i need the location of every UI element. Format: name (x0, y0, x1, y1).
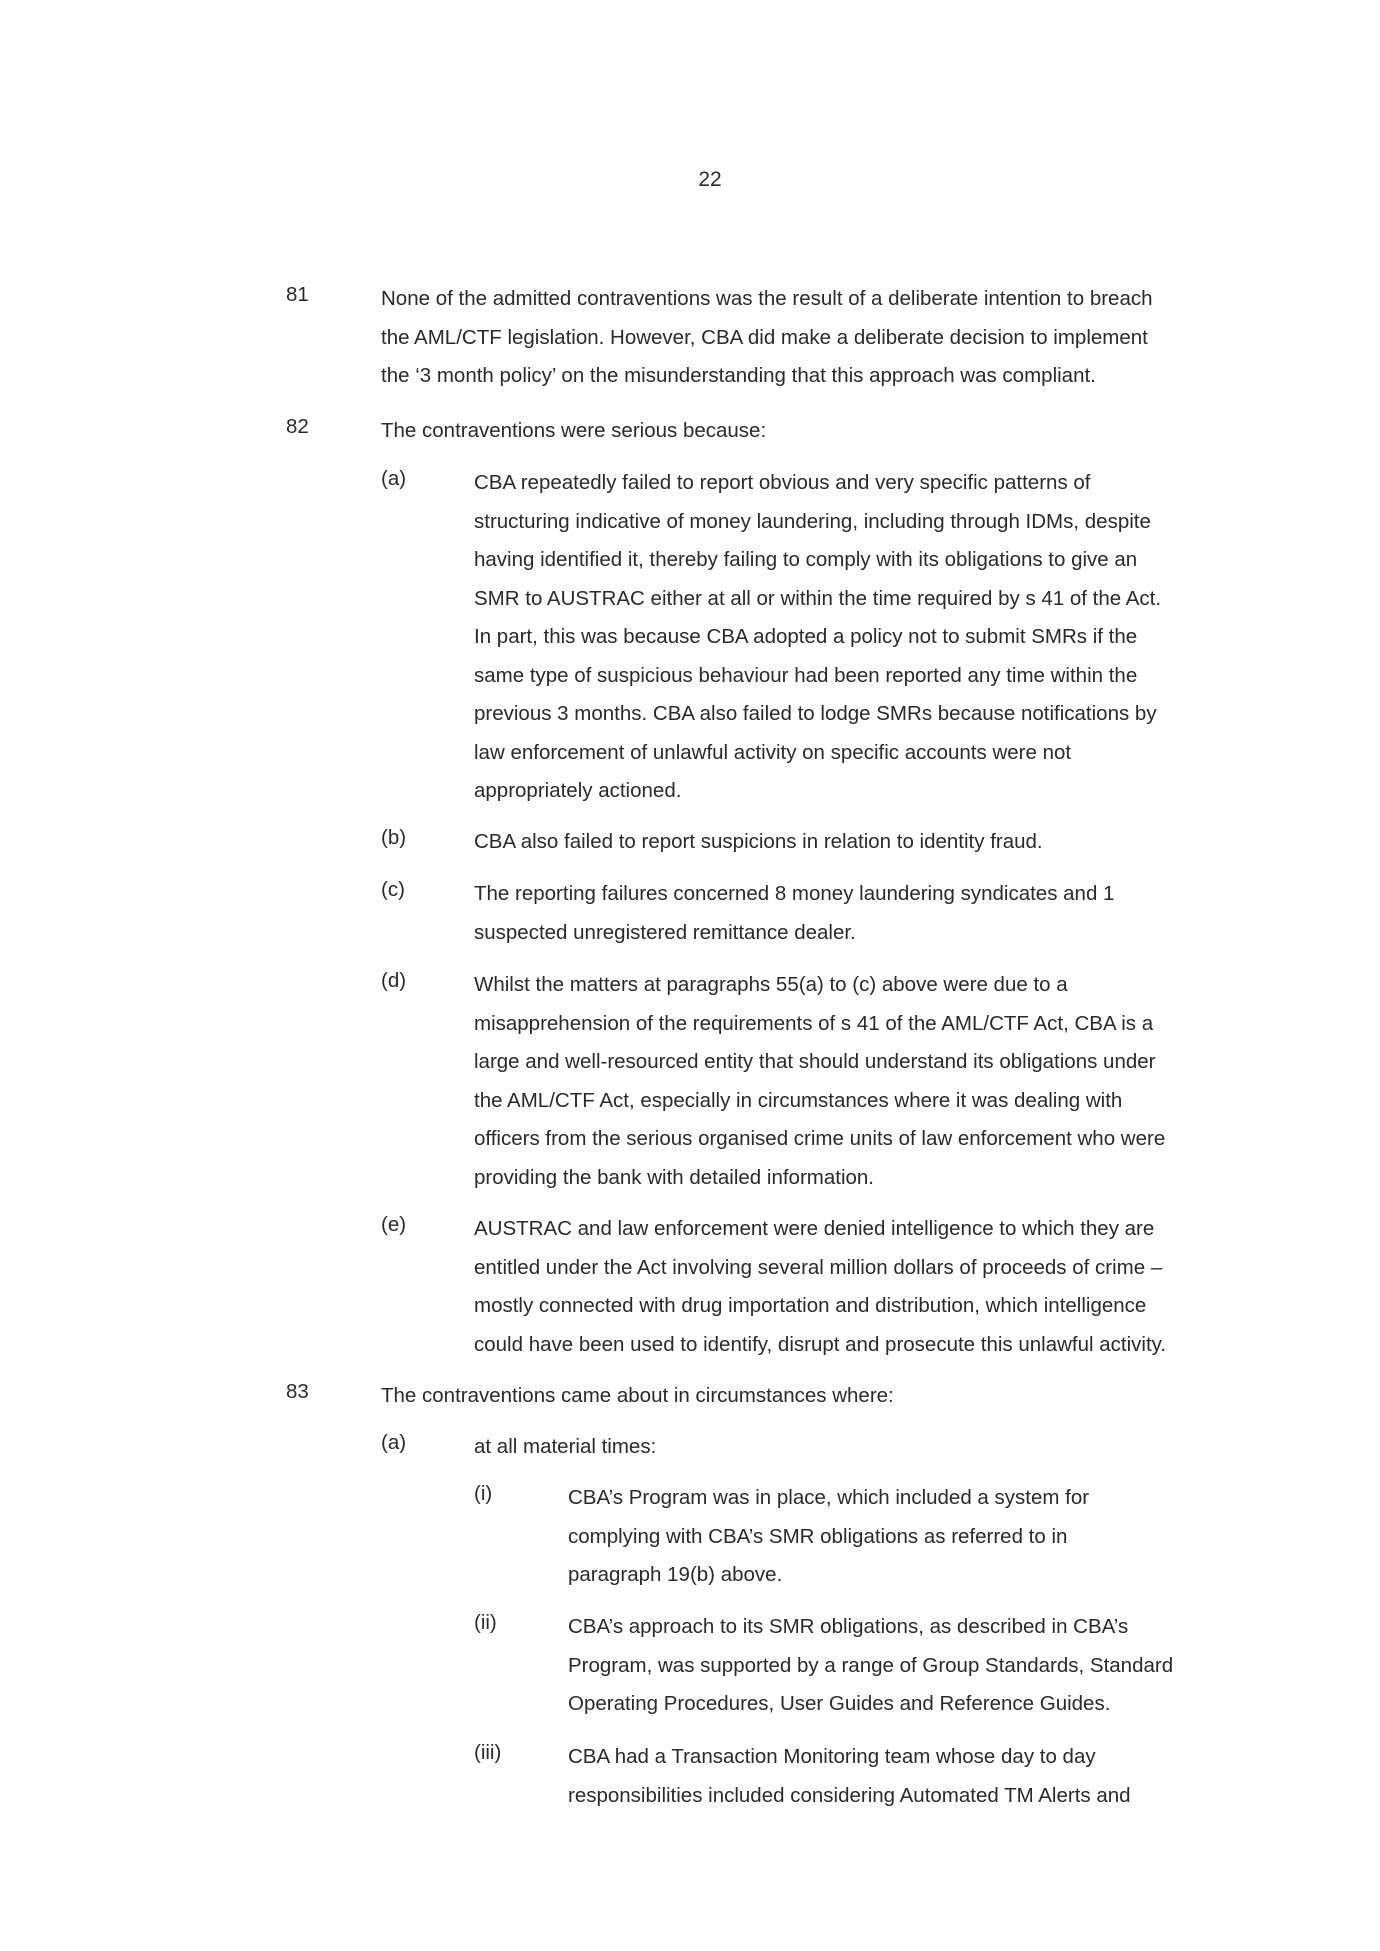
paragraph-83-text (381, 1377, 894, 1416)
text-line: the AML/CTF Act, especially in circumstances where it was dealing with (474, 1088, 1123, 1112)
subitem-83a-ii-label: (ii) (474, 1611, 497, 1634)
item-82b-label: (b) (381, 826, 407, 849)
text-line: providing the bank with detailed information. (474, 1165, 874, 1189)
item-82a-label: (a) (381, 467, 407, 490)
text-line: officers from the serious organised crime units of law enforcement who were (474, 1127, 1166, 1150)
text-line: CBA also failed to report suspicions in relation to identity fraud. (474, 830, 1043, 853)
item-82a-text (474, 464, 1161, 811)
paragraph-82-text (381, 412, 766, 451)
text-line: Operating Procedures, User Guides and Reference Guides. (568, 1692, 1111, 1715)
text-line: The reporting failures concerned 8 money laundering syndicates and 1 (474, 882, 1115, 905)
text-line: previous 3 months. CBA also failed to lodge SMRs because notifications by (474, 702, 1157, 725)
text-line: In part, this was because CBA adopted a policy not to submit SMRs if the (474, 625, 1138, 648)
subitem-83a-iii-label: (iii) (474, 1741, 502, 1764)
item-83a-text (474, 1428, 656, 1467)
text-line: entitled under the Act involving several million dollars of proceeds of crime – (474, 1255, 1163, 1279)
text-line: misapprehension of the requirements of s 41 of the AML/CTF Act, CBA is a (474, 1011, 1154, 1035)
text-line: responsibilities included considering Automated TM Alerts and (568, 1783, 1131, 1807)
subitem-83a-i-text (568, 1479, 1089, 1595)
text-line: suspected unregistered remittance dealer. (474, 920, 856, 944)
text-line: CBA repeatedly failed to report obvious and very specific patterns of (474, 471, 1091, 494)
item-82e-label: (e) (381, 1213, 407, 1236)
text-line: appropriately actioned. (474, 779, 682, 802)
text-line: The contraventions were serious because: (381, 419, 767, 442)
text-line: at all material times: (474, 1435, 657, 1458)
text-line: same type of suspicious behaviour had been reported any time within the (474, 663, 1138, 687)
item-82c-label: (c) (381, 878, 405, 901)
text-line: the ‘3 month policy’ on the misunderstanding that this approach was compliant. (381, 364, 1096, 387)
text-line: structuring indicative of money laundering, including through IDMs, despite (474, 509, 1151, 533)
text-line: the AML/CTF legislation. However, CBA did make a deliberate decision to implement (381, 325, 1148, 349)
text-line: mostly connected with drug importation and distribution, which intelligence (474, 1294, 1147, 1317)
subitem-83a-i-label: (i) (474, 1482, 493, 1505)
paragraph-82-number: 82 (286, 415, 309, 438)
subitem-83a-iii-text (568, 1738, 1131, 1815)
item-82c-text (474, 875, 1114, 952)
text-line: CBA’s approach to its SMR obligations, as described in CBA’s (568, 1615, 1129, 1638)
item-83a-label: (a) (381, 1431, 407, 1454)
text-line: law enforcement of unlawful activity on specific accounts were not (474, 740, 1072, 764)
text-line: CBA had a Transaction Monitoring team whose day to day (568, 1745, 1096, 1768)
text-line: Program, was supported by a range of Group Standards, Standard (568, 1653, 1174, 1677)
paragraph-81-text (381, 280, 1153, 396)
paragraph-81-number: 81 (286, 283, 309, 306)
item-82b-text (474, 823, 1043, 862)
item-82e-text (474, 1210, 1166, 1364)
text-line: Whilst the matters at paragraphs 55(a) to (c) above were due to a (474, 973, 1068, 996)
text-line: None of the admitted contraventions was the result of a deliberate intention to breach (381, 287, 1153, 310)
text-line: The contraventions came about in circumstances where: (381, 1384, 894, 1407)
text-line: large and well-resourced entity that should understand its obligations under (474, 1050, 1156, 1073)
text-line: SMR to AUSTRAC either at all or within the time required by s 41 of the Act. (474, 586, 1162, 610)
text-line: having identified it, thereby failing to comply with its obligations to give an (474, 548, 1138, 571)
text-line: could have been used to identify, disrupt and prosecute this unlawful activity. (474, 1332, 1167, 1356)
paragraph-83-number: 83 (286, 1380, 309, 1403)
item-82d-label: (d) (381, 969, 407, 992)
text-line: AUSTRAC and law enforcement were denied intelligence to which they are (474, 1217, 1155, 1240)
text-line: paragraph 19(b) above. (568, 1563, 783, 1586)
text-line: complying with CBA’s SMR obligations as referred to in (568, 1524, 1068, 1548)
item-82d-text (474, 966, 1165, 1197)
subitem-83a-ii-text (568, 1608, 1173, 1724)
text-line: CBA’s Program was in place, which included a system for (568, 1486, 1090, 1509)
page-number: 22 (698, 168, 722, 191)
